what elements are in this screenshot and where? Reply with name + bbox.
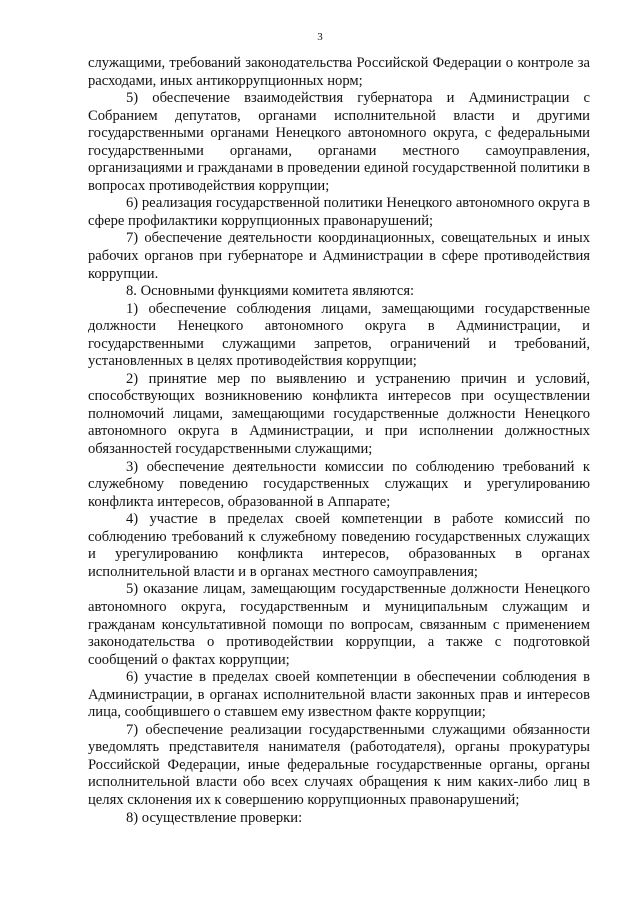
paragraph-function-2: 2) принятие мер по выявлению и устранению причин и условий, способствующих возникновению конфликта интересов при осуществлении полномочий лицами, замещающими государственные должности Ненецкого автономного округа в Администрации, и при исполнении должностных обязанностей государственными служащими; [88,370,590,458]
paragraph-function-7: 7) обеспечение реализации государственными служащими обязанности уведомлять представителя нанимателя (работодателя), органы прокуратуры Российской Федерации, иные федеральные государственные органы, органы исполнительной власти обо всех случаях обращения к ним каких-либо лиц в целях склонения их к совершению коррупционных правонарушений; [88,721,590,808]
paragraph-item-5-interaction: 5) обеспечение взаимодействия губернатора и Администрации с Собранием депутатов, органами исполнительной власти и другими государственными органами Ненецкого автономного округа, с федеральными государственными органами, органами местного самоуправления, организациями и гражданами в проведении единой государственной политики в вопросах противодействия коррупции; [88,90,590,194]
paragraph-continuation: служащими, требований законодательства Российской Федерации о контроле за расходами, иных антикоррупционных норм; [88,55,590,89]
paragraph-function-6: 6) участие в пределах своей компетенции в обеспечении соблюдения в Администрации, в органах исполнительной власти законных прав и интересов лица, сообщившего о ставшем ему известном факте коррупции; [88,669,590,721]
paragraph-function-4: 4) участие в пределах своей компетенции в работе комиссий по соблюдению требований к служебному поведению государственных служащих и урегулированию конфликта интересов, образованных в органах исполнительной власти и в органах местного самоуправления; [88,511,590,580]
document-body [88,55,590,827]
page-number: 3 [317,31,323,43]
paragraph-function-5: 5) оказание лицам, замещающим государственные должности Ненецкого автономного округа, государственным и муниципальным служащим и гражданам консультативной помощи по вопросам, связанным с применением законодательства о противодействии коррупции, а также с подготовкой сообщений о фактах коррупции; [88,581,590,668]
paragraph-function-8: 8) осуществление проверки: [126,809,303,826]
paragraph-function-3: 3) обеспечение деятельности комиссии по соблюдению требований к служебному поведению государственных служащих и урегулированию конфликта интересов, образованной в Аппарате; [88,458,590,510]
paragraph-function-1: 1) обеспечение соблюдения лицами, замещающими государственные должности Ненецкого автономного округа в Администрации, и государственными служащими запретов, ограничений и требований, установленных в целях противодействия коррупции; [88,300,590,370]
paragraph-item-7-coordination: 7) обеспечение деятельности координационных, совещательных и иных рабочих органов при губернаторе и Администрации в сфере противодействия коррупции. [88,230,590,282]
paragraph-item-6-policy: 6) реализация государственной политики Ненецкого автономного округа в сфере профилактики коррупционных правонарушений; [88,195,590,229]
paragraph-section-8-heading: 8. Основными функциями комитета являются: [126,283,415,300]
